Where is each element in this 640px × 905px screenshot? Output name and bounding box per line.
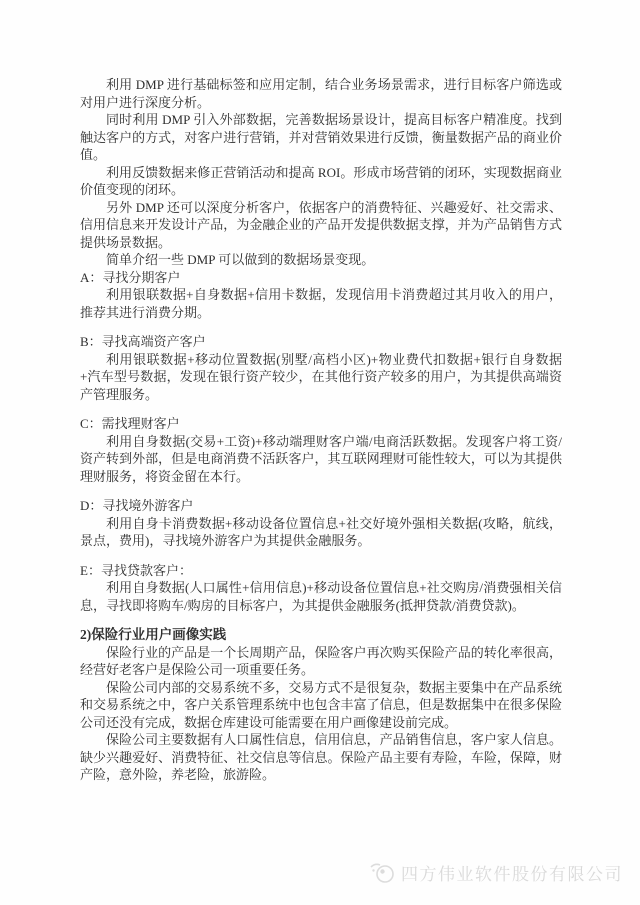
- section-heading: 2)保险行业用户画像实践: [80, 627, 227, 642]
- paragraph: 利用银联数据+移动位置数据(别墅/高档小区)+物业费代扣数据+银行自身数据+汽车型号数据，发现在银行资产较少，在其他行资产较多的用户，为其提供高端资产管理服务。: [80, 351, 562, 402]
- section-label: A：寻找分期客户: [80, 269, 181, 285]
- section-label: B：寻找高端资产客户: [80, 334, 206, 349]
- paragraph: 保险行业的产品是一个长周期产品，保险客户再次购买保险产品的转化率很高，经营好老客户是保险公司一项重要任务。: [80, 644, 562, 677]
- paragraph: 保险公司主要数据有人口属性信息，信用信息，产品销售信息，客户家人信息。缺少兴趣爱好、消费特征、社交信息等信息。保险产品主要有寿险，车险，保障，财产险，意外险，养老险，旅游险。: [80, 732, 562, 782]
- paragraph: 利用银联数据+自身数据+信用卡数据，发现信用卡消费超过其月收入的用户，推荐其进行消费分期。: [80, 287, 562, 320]
- paragraph: 利用自身数据(交易+工资)+移动端理财客户端/电商活跃数据。发现客户将工资/资产转到外部，但是电商消费不活跃客户，其互联网理财可能性较大，可以为其提供理财服务，将资金留在本行。: [80, 433, 562, 484]
- section-label: E：寻找贷款客户：: [80, 562, 192, 578]
- paragraph-gap: [80, 403, 562, 415]
- paragraph-gap: [80, 321, 562, 333]
- paragraph: 利用自身数据(人口属性+信用信息)+移动设备位置信息+社交购房/消费强相关信息，寻找即将购车/购房的目标客户，为其提供金融服务(抵押贷款/消费贷款)。: [80, 580, 562, 613]
- section-label: C：需找理财客户: [80, 416, 180, 431]
- paragraph-gap: [80, 550, 562, 562]
- section-label: D：寻找境外游客户: [80, 498, 194, 513]
- paragraph: 利用自身卡消费数据+移动设备位置信息+社交好境外强相关数据(攻略，航线，景点，费用)，寻找境外游客户为其提供金融服务。: [80, 515, 562, 548]
- company-watermark-text: 四方伟业软件股份有限公司: [401, 865, 623, 884]
- paragraph: 保险公司内部的交易系统不多，交易方式不是很复杂，数据主要集中在产品系统和交易系统之中，客户关系管理系统中也包含丰富了信息，但是数据集中在很多保险公司还没有完成，数据仓库建设可能需要在用户画像建设前完成。: [80, 679, 562, 730]
- paragraph-gap: [80, 485, 562, 497]
- paragraph: 同时利用 DMP 引入外部数据，完善数据场景设计，提高目标客户精准度。找到触达客户的方式，对客户进行营销，并对营销效果进行反馈，衡量数据产品的商业价值。: [80, 112, 562, 162]
- paragraph-gap: [80, 614, 562, 626]
- swirl-logo-icon: [370, 862, 396, 884]
- paragraph: 简单介绍一些 DMP 可以做到的数据场景变现。: [106, 252, 375, 267]
- company-watermark: [370, 860, 623, 885]
- paragraph: 利用反馈数据来修正营销活动和提高 ROI。形成市场营销的闭环，实现数据商业价值变现的闭环。: [80, 164, 562, 197]
- paragraph: 利用 DMP 进行基础标签和应用定制，结合业务场景需求，进行目标客户筛选或对用户进行深度分析。: [80, 77, 562, 110]
- paragraph: 另外 DMP 还可以深度分析客户，依据客户的消费特征、兴趣爱好、社交需求、信用信息来开发设计产品，为金融企业的产品开发提供数据支撑，并为产品销售方式提供场景数据。: [80, 199, 562, 250]
- document-body: [80, 76, 562, 784]
